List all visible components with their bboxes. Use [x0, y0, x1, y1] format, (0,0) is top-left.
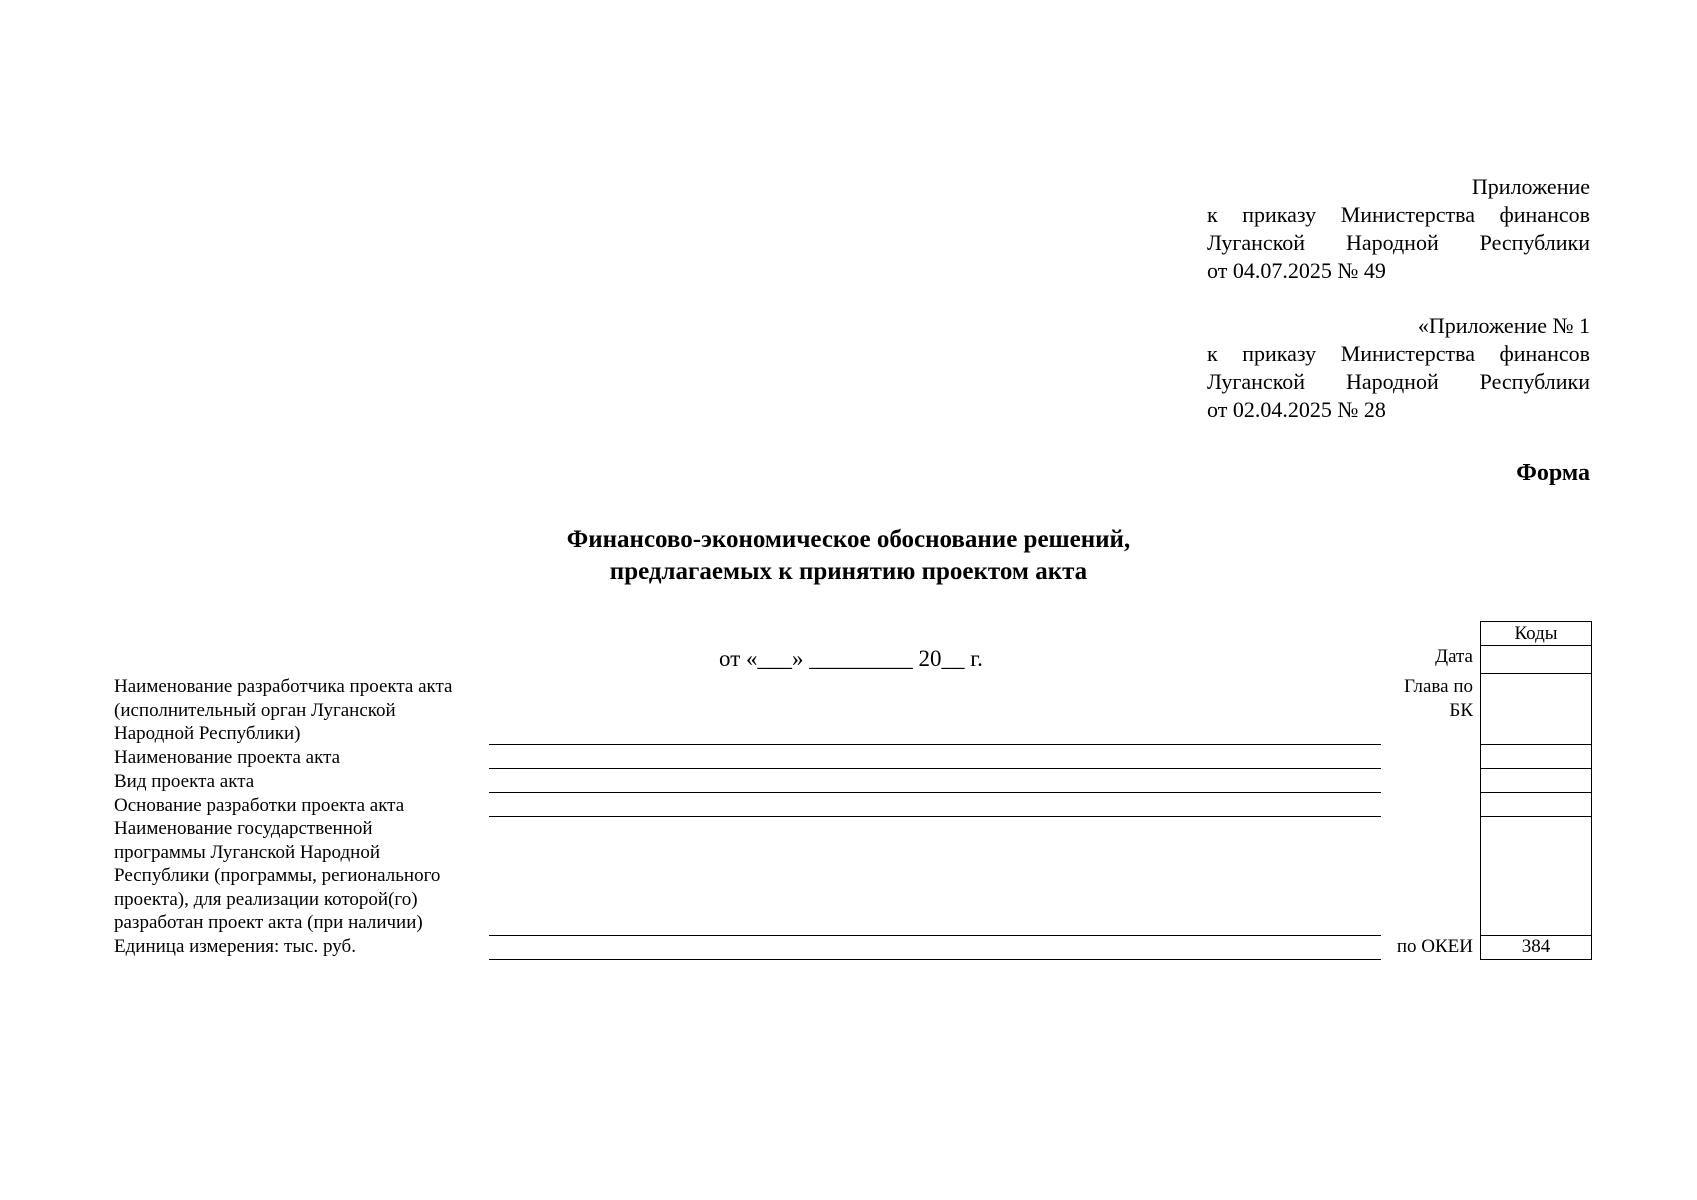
codes-header: Коды	[1514, 623, 1558, 644]
okei-code-label-text: по ОКЕИ	[1396, 936, 1473, 957]
program-label-line-1: Наименование государственной	[114, 818, 373, 839]
codes-row-divider	[1480, 792, 1592, 793]
developer-label	[114, 675, 484, 746]
approval-block-original	[1207, 312, 1590, 424]
date-code-label-text: Дата	[1435, 646, 1473, 667]
act-type-label-text: Вид проекта акта	[114, 771, 255, 792]
chapter-code-label-line-1: Глава по	[1403, 676, 1473, 697]
chapter-code-label-line-2: БК	[1449, 699, 1473, 721]
date-code-label	[1435, 645, 1473, 669]
developer-label-line-2: (исполнительный орган Луганской	[114, 699, 396, 721]
act-basis-label-text: Основание разработки проекта акта	[114, 795, 405, 816]
program-label-line-4: проекта), для реализации которой(го)	[114, 888, 418, 910]
approval-order-date: от 02.04.2025 № 28	[1207, 397, 1386, 422]
approval-ministry-text: Луганской Народной Республики	[1207, 369, 1590, 394]
document-title-line-1: Финансово-экономическое обоснование решений,	[566, 526, 1131, 553]
approval-block-current	[1207, 173, 1590, 285]
okei-code-value[interactable]: 384	[1521, 936, 1551, 957]
codes-date-divider	[1480, 673, 1592, 674]
developer-field-line[interactable]	[489, 744, 1381, 745]
approval-order-text: к приказу Министерства финансов	[1207, 202, 1590, 227]
okei-code-label	[1397, 935, 1473, 959]
chapter-code-label	[1404, 675, 1473, 722]
document-date-line: от «___» _________ 20__ г.	[719, 646, 983, 671]
act-type-label	[114, 770, 484, 794]
document-title	[0, 524, 1697, 588]
approval-order-date: от 04.07.2025 № 49	[1207, 258, 1386, 283]
developer-label-line-1: Наименование разработчика проекта акта	[114, 676, 453, 697]
act-basis-field-line[interactable]	[489, 816, 1381, 817]
codes-row-divider	[1480, 768, 1592, 769]
approval-appendix-label: «Приложение № 1	[1417, 313, 1590, 338]
approval-appendix-label: Приложение	[1471, 174, 1590, 199]
act-basis-label	[114, 794, 484, 818]
approval-order-text: к приказу Министерства финансов	[1207, 341, 1590, 366]
codes-row-divider	[1480, 816, 1592, 817]
act-name-label	[114, 746, 484, 770]
act-name-field-line[interactable]	[489, 768, 1381, 769]
codes-header-divider	[1480, 645, 1592, 646]
developer-label-line-3: Народной Республики)	[114, 723, 301, 744]
codes-chapter-divider	[1480, 744, 1592, 745]
program-label-line-5: разработан проект акта (при наличии)	[114, 912, 423, 933]
program-label-line-3: Республики (программы, регионального	[114, 865, 441, 886]
act-name-label-text: Наименование проекта акта	[114, 747, 341, 768]
form-label: Форма	[1516, 460, 1590, 486]
act-type-field-line[interactable]	[489, 792, 1381, 793]
program-label-line-2: программы Луганской Народной	[114, 841, 380, 863]
program-label	[114, 817, 484, 935]
codes-table	[1480, 621, 1592, 960]
unit-field-line[interactable]	[489, 959, 1381, 960]
document-title-line-2: предлагаемых к принятию проектом акта	[609, 558, 1088, 585]
unit-label	[114, 935, 484, 959]
unit-label-text: Единица измерения: тыс. руб.	[114, 936, 356, 957]
program-field-line[interactable]	[489, 935, 1381, 936]
approval-ministry-text: Луганской Народной Республики	[1207, 230, 1590, 255]
